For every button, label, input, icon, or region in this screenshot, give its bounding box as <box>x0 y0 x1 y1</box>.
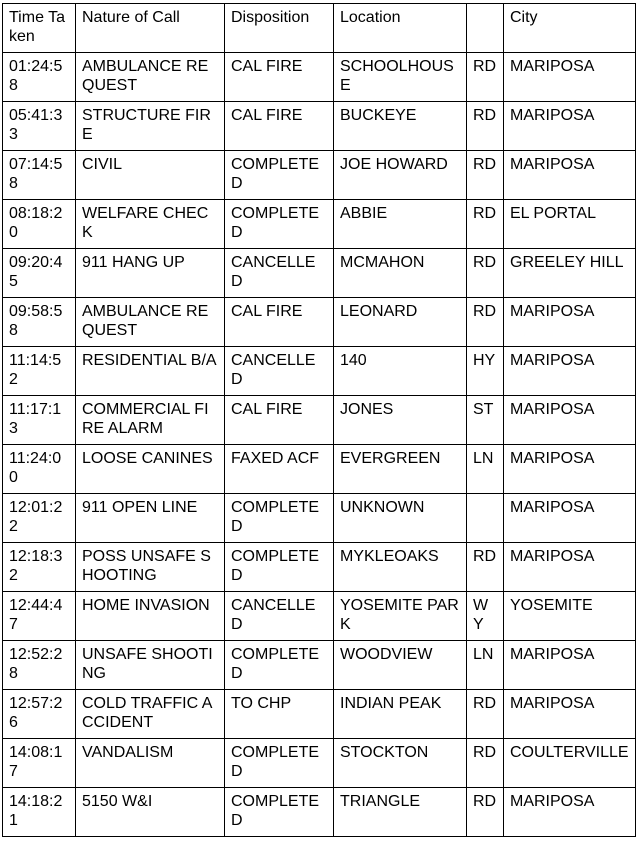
disposition-cell: CAL FIRE <box>225 298 334 347</box>
time-taken-cell: 08:18:20 <box>3 200 76 249</box>
disposition-cell: COMPLETED <box>225 494 334 543</box>
nature-of-call-cell: RESIDENTIAL B/A <box>76 347 225 396</box>
disposition-cell: COMPLETED <box>225 641 334 690</box>
time-taken-cell: 11:14:52 <box>3 347 76 396</box>
time-taken-cell: 11:17:13 <box>3 396 76 445</box>
city-cell: MARIPOSA <box>504 298 636 347</box>
location-cell: EVERGREEN <box>334 445 467 494</box>
city-cell: MARIPOSA <box>504 347 636 396</box>
table-row <box>3 788 636 837</box>
city-cell: MARIPOSA <box>504 494 636 543</box>
table-row <box>3 739 636 788</box>
table-row <box>3 445 636 494</box>
location-cell: INDIAN PEAK <box>334 690 467 739</box>
nature-of-call-cell: VANDALISM <box>76 739 225 788</box>
location-cell: STOCKTON <box>334 739 467 788</box>
disposition-cell: CAL FIRE <box>225 53 334 102</box>
nature-of-call-cell: WELFARE CHECK <box>76 200 225 249</box>
street-suffix-cell: ST <box>467 396 504 445</box>
location-cell: TRIANGLE <box>334 788 467 837</box>
table-row <box>3 592 636 641</box>
nature-of-call-cell: 911 HANG UP <box>76 249 225 298</box>
nature-of-call-cell: POSS UNSAFE SHOOTING <box>76 543 225 592</box>
call-log-table <box>2 3 636 837</box>
street-suffix-cell: HY <box>467 347 504 396</box>
time-taken-cell: 09:20:45 <box>3 249 76 298</box>
header-city: City <box>504 4 636 53</box>
table-row <box>3 543 636 592</box>
table-row <box>3 690 636 739</box>
time-taken-cell: 12:52:28 <box>3 641 76 690</box>
header-disposition: Disposition <box>225 4 334 53</box>
location-cell: MYKLEOAKS <box>334 543 467 592</box>
street-suffix-cell: LN <box>467 641 504 690</box>
time-taken-cell: 12:01:22 <box>3 494 76 543</box>
street-suffix-cell: RD <box>467 298 504 347</box>
location-cell: SCHOOLHOUSE <box>334 53 467 102</box>
disposition-cell: CANCELLED <box>225 592 334 641</box>
disposition-cell: COMPLETED <box>225 788 334 837</box>
city-cell: MARIPOSA <box>504 53 636 102</box>
street-suffix-cell: RD <box>467 249 504 298</box>
street-suffix-cell: WY <box>467 592 504 641</box>
city-cell: MARIPOSA <box>504 788 636 837</box>
table-row <box>3 494 636 543</box>
disposition-cell: FAXED ACF <box>225 445 334 494</box>
table-row <box>3 53 636 102</box>
time-taken-cell: 01:24:58 <box>3 53 76 102</box>
location-cell: ABBIE <box>334 200 467 249</box>
nature-of-call-cell: STRUCTURE FIRE <box>76 102 225 151</box>
header-time-taken: Time Taken <box>3 4 76 53</box>
city-cell: MARIPOSA <box>504 543 636 592</box>
location-cell: 140 <box>334 347 467 396</box>
time-taken-cell: 12:57:26 <box>3 690 76 739</box>
location-cell: WOODVIEW <box>334 641 467 690</box>
city-cell: YOSEMITE <box>504 592 636 641</box>
table-row <box>3 102 636 151</box>
header-street-suffix <box>467 4 504 53</box>
street-suffix-cell: RD <box>467 200 504 249</box>
nature-of-call-cell: HOME INVASION <box>76 592 225 641</box>
city-cell: MARIPOSA <box>504 445 636 494</box>
location-cell: BUCKEYE <box>334 102 467 151</box>
table-row <box>3 249 636 298</box>
city-cell: MARIPOSA <box>504 151 636 200</box>
nature-of-call-cell: LOOSE CANINES <box>76 445 225 494</box>
location-cell: YOSEMITE PARK <box>334 592 467 641</box>
location-cell: JOE HOWARD <box>334 151 467 200</box>
city-cell: MARIPOSA <box>504 396 636 445</box>
street-suffix-cell <box>467 494 504 543</box>
nature-of-call-cell: 911 OPEN LINE <box>76 494 225 543</box>
nature-of-call-cell: COMMERCIAL FIRE ALARM <box>76 396 225 445</box>
header-nature-of-call: Nature of Call <box>76 4 225 53</box>
street-suffix-cell: RD <box>467 690 504 739</box>
street-suffix-cell: RD <box>467 102 504 151</box>
nature-of-call-cell: CIVIL <box>76 151 225 200</box>
time-taken-cell: 12:18:32 <box>3 543 76 592</box>
time-taken-cell: 14:08:17 <box>3 739 76 788</box>
table-row <box>3 298 636 347</box>
table-row <box>3 641 636 690</box>
street-suffix-cell: RD <box>467 739 504 788</box>
time-taken-cell: 12:44:47 <box>3 592 76 641</box>
time-taken-cell: 09:58:58 <box>3 298 76 347</box>
disposition-cell: CANCELLED <box>225 249 334 298</box>
street-suffix-cell: RD <box>467 543 504 592</box>
nature-of-call-cell: 5150 W&I <box>76 788 225 837</box>
location-cell: UNKNOWN <box>334 494 467 543</box>
disposition-cell: CAL FIRE <box>225 396 334 445</box>
city-cell: EL PORTAL <box>504 200 636 249</box>
time-taken-cell: 14:18:21 <box>3 788 76 837</box>
street-suffix-cell: RD <box>467 788 504 837</box>
table-row <box>3 151 636 200</box>
disposition-cell: CANCELLED <box>225 347 334 396</box>
city-cell: MARIPOSA <box>504 690 636 739</box>
time-taken-cell: 11:24:00 <box>3 445 76 494</box>
city-cell: MARIPOSA <box>504 641 636 690</box>
street-suffix-cell: RD <box>467 53 504 102</box>
time-taken-cell: 05:41:33 <box>3 102 76 151</box>
city-cell: MARIPOSA <box>504 102 636 151</box>
disposition-cell: COMPLETED <box>225 543 334 592</box>
disposition-cell: CAL FIRE <box>225 102 334 151</box>
street-suffix-cell: RD <box>467 151 504 200</box>
nature-of-call-cell: UNSAFE SHOOTING <box>76 641 225 690</box>
disposition-cell: COMPLETED <box>225 200 334 249</box>
table-row <box>3 347 636 396</box>
disposition-cell: TO CHP <box>225 690 334 739</box>
location-cell: LEONARD <box>334 298 467 347</box>
nature-of-call-cell: AMBULANCE REQUEST <box>76 298 225 347</box>
call-log-body <box>3 53 636 837</box>
nature-of-call-cell: COLD TRAFFIC ACCIDENT <box>76 690 225 739</box>
location-cell: JONES <box>334 396 467 445</box>
header-row <box>3 4 636 53</box>
table-row <box>3 396 636 445</box>
city-cell: COULTERVILLE <box>504 739 636 788</box>
disposition-cell: COMPLETED <box>225 151 334 200</box>
header-location: Location <box>334 4 467 53</box>
nature-of-call-cell: AMBULANCE REQUEST <box>76 53 225 102</box>
table-row <box>3 200 636 249</box>
street-suffix-cell: LN <box>467 445 504 494</box>
city-cell: GREELEY HILL <box>504 249 636 298</box>
time-taken-cell: 07:14:58 <box>3 151 76 200</box>
disposition-cell: COMPLETED <box>225 739 334 788</box>
location-cell: MCMAHON <box>334 249 467 298</box>
